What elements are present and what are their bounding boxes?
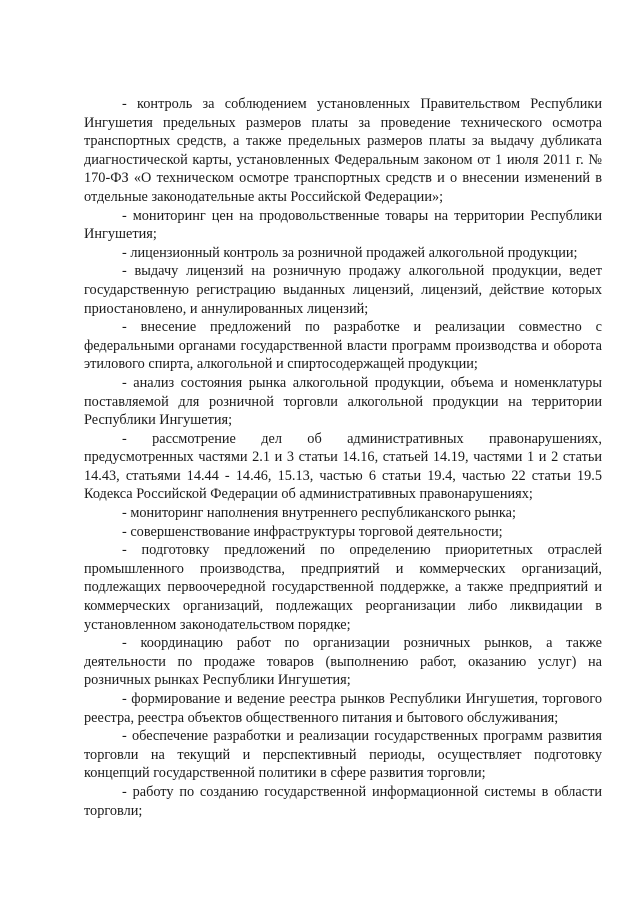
paragraph-administrative-offenses: - рассмотрение дел об административных правонарушениях, предусмотренных частями 2.1 и 3 статьи 14.16, статьей 14.19, частями 1 и 2 статьи 14.43, статьями 14.44 - 14.46, 15.13, частью 6 статьи 19.4, частью 22 статьи 19.5 Кодекса Российской Федерации об административных правонарушениях; (84, 430, 602, 503)
paragraph-ethanol-programs: - внесение предложений по разработке и реализации совместно с федеральными органами государственной власти программ производства и оборота этилового спирта, алкогольной и спиртосодержащей продукции; (84, 319, 602, 373)
paragraph-market-saturation: - мониторинг наполнения внутреннего республиканского рынка; (122, 505, 516, 522)
paragraph-alcohol-market-analysis: - анализ состояния рынка алкогольной продукции, объема и номенклатуры поставляемой для розничной торговли алкогольной продукции на территории Республики Ингушетия; (84, 374, 602, 429)
paragraph-trade-infrastructure: - совершенствование инфраструктуры торговой деятельности; (122, 523, 503, 540)
paragraph-registries: - формирование и ведение реестра рынков Республики Ингушетия, торгового реестра, реестра объектов общественного питания и бытового обслуживания; (84, 691, 602, 726)
document-body (84, 95, 602, 820)
paragraph-alcohol-license-control: - лицензионный контроль за розничной продажей алкогольной продукции; (122, 244, 578, 261)
paragraph-retail-markets-coordination: - координацию работ по организации розничных рынков, а также деятельности по продаже товаров (выполнению работ, оказанию услуг) на розничных рынках Республики Ингушетия; (84, 635, 602, 689)
paragraph-trade-development-programs: - обеспечение разработки и реализации государственных программ развития торговли на текущий и перспективный периоды, осуществляет подготовку концепций государственной политики в сфере развития торговли; (84, 728, 602, 782)
paragraph-trade-information-system: - работу по созданию государственной информационной системы в области торговли; (84, 783, 602, 819)
paragraph-priority-industries: - подготовку предложений по определению приоритетных отраслей промышленного производства, предприятий и коммерческих организаций, подлежащих первоочередной государственной поддержке, а также предприятий и коммерческих организаций, подлежащих реорганизации либо ликвидации в установленном законодательством порядке; (84, 542, 602, 633)
paragraph-alcohol-license-issuance: - выдачу лицензий на розничную продажу алкогольной продукции, ведет государственную регистрацию выданных лицензий, лицензий, действие которых приостановлено, и аннулированных лицензий; (84, 263, 602, 317)
paragraph-food-price-monitoring: - мониторинг цен на продовольственные товары на территории Республики Ингушетия; (84, 207, 602, 243)
paragraph-tech-inspection-fees: - контроль за соблюдением установленных Правительством Республики Ингушетия предельных размеров платы за проведение технического осмотра транспортных средств, а также предельных размеров платы за выдачу дубликата диагностической карты, установленных Федеральным законом от 1 июля 2011 г. № 170-ФЗ «О техническом осмотре транспортных средств и о внесении изменений в отдельные законодательные акты Российской Федерации»; (84, 96, 602, 205)
